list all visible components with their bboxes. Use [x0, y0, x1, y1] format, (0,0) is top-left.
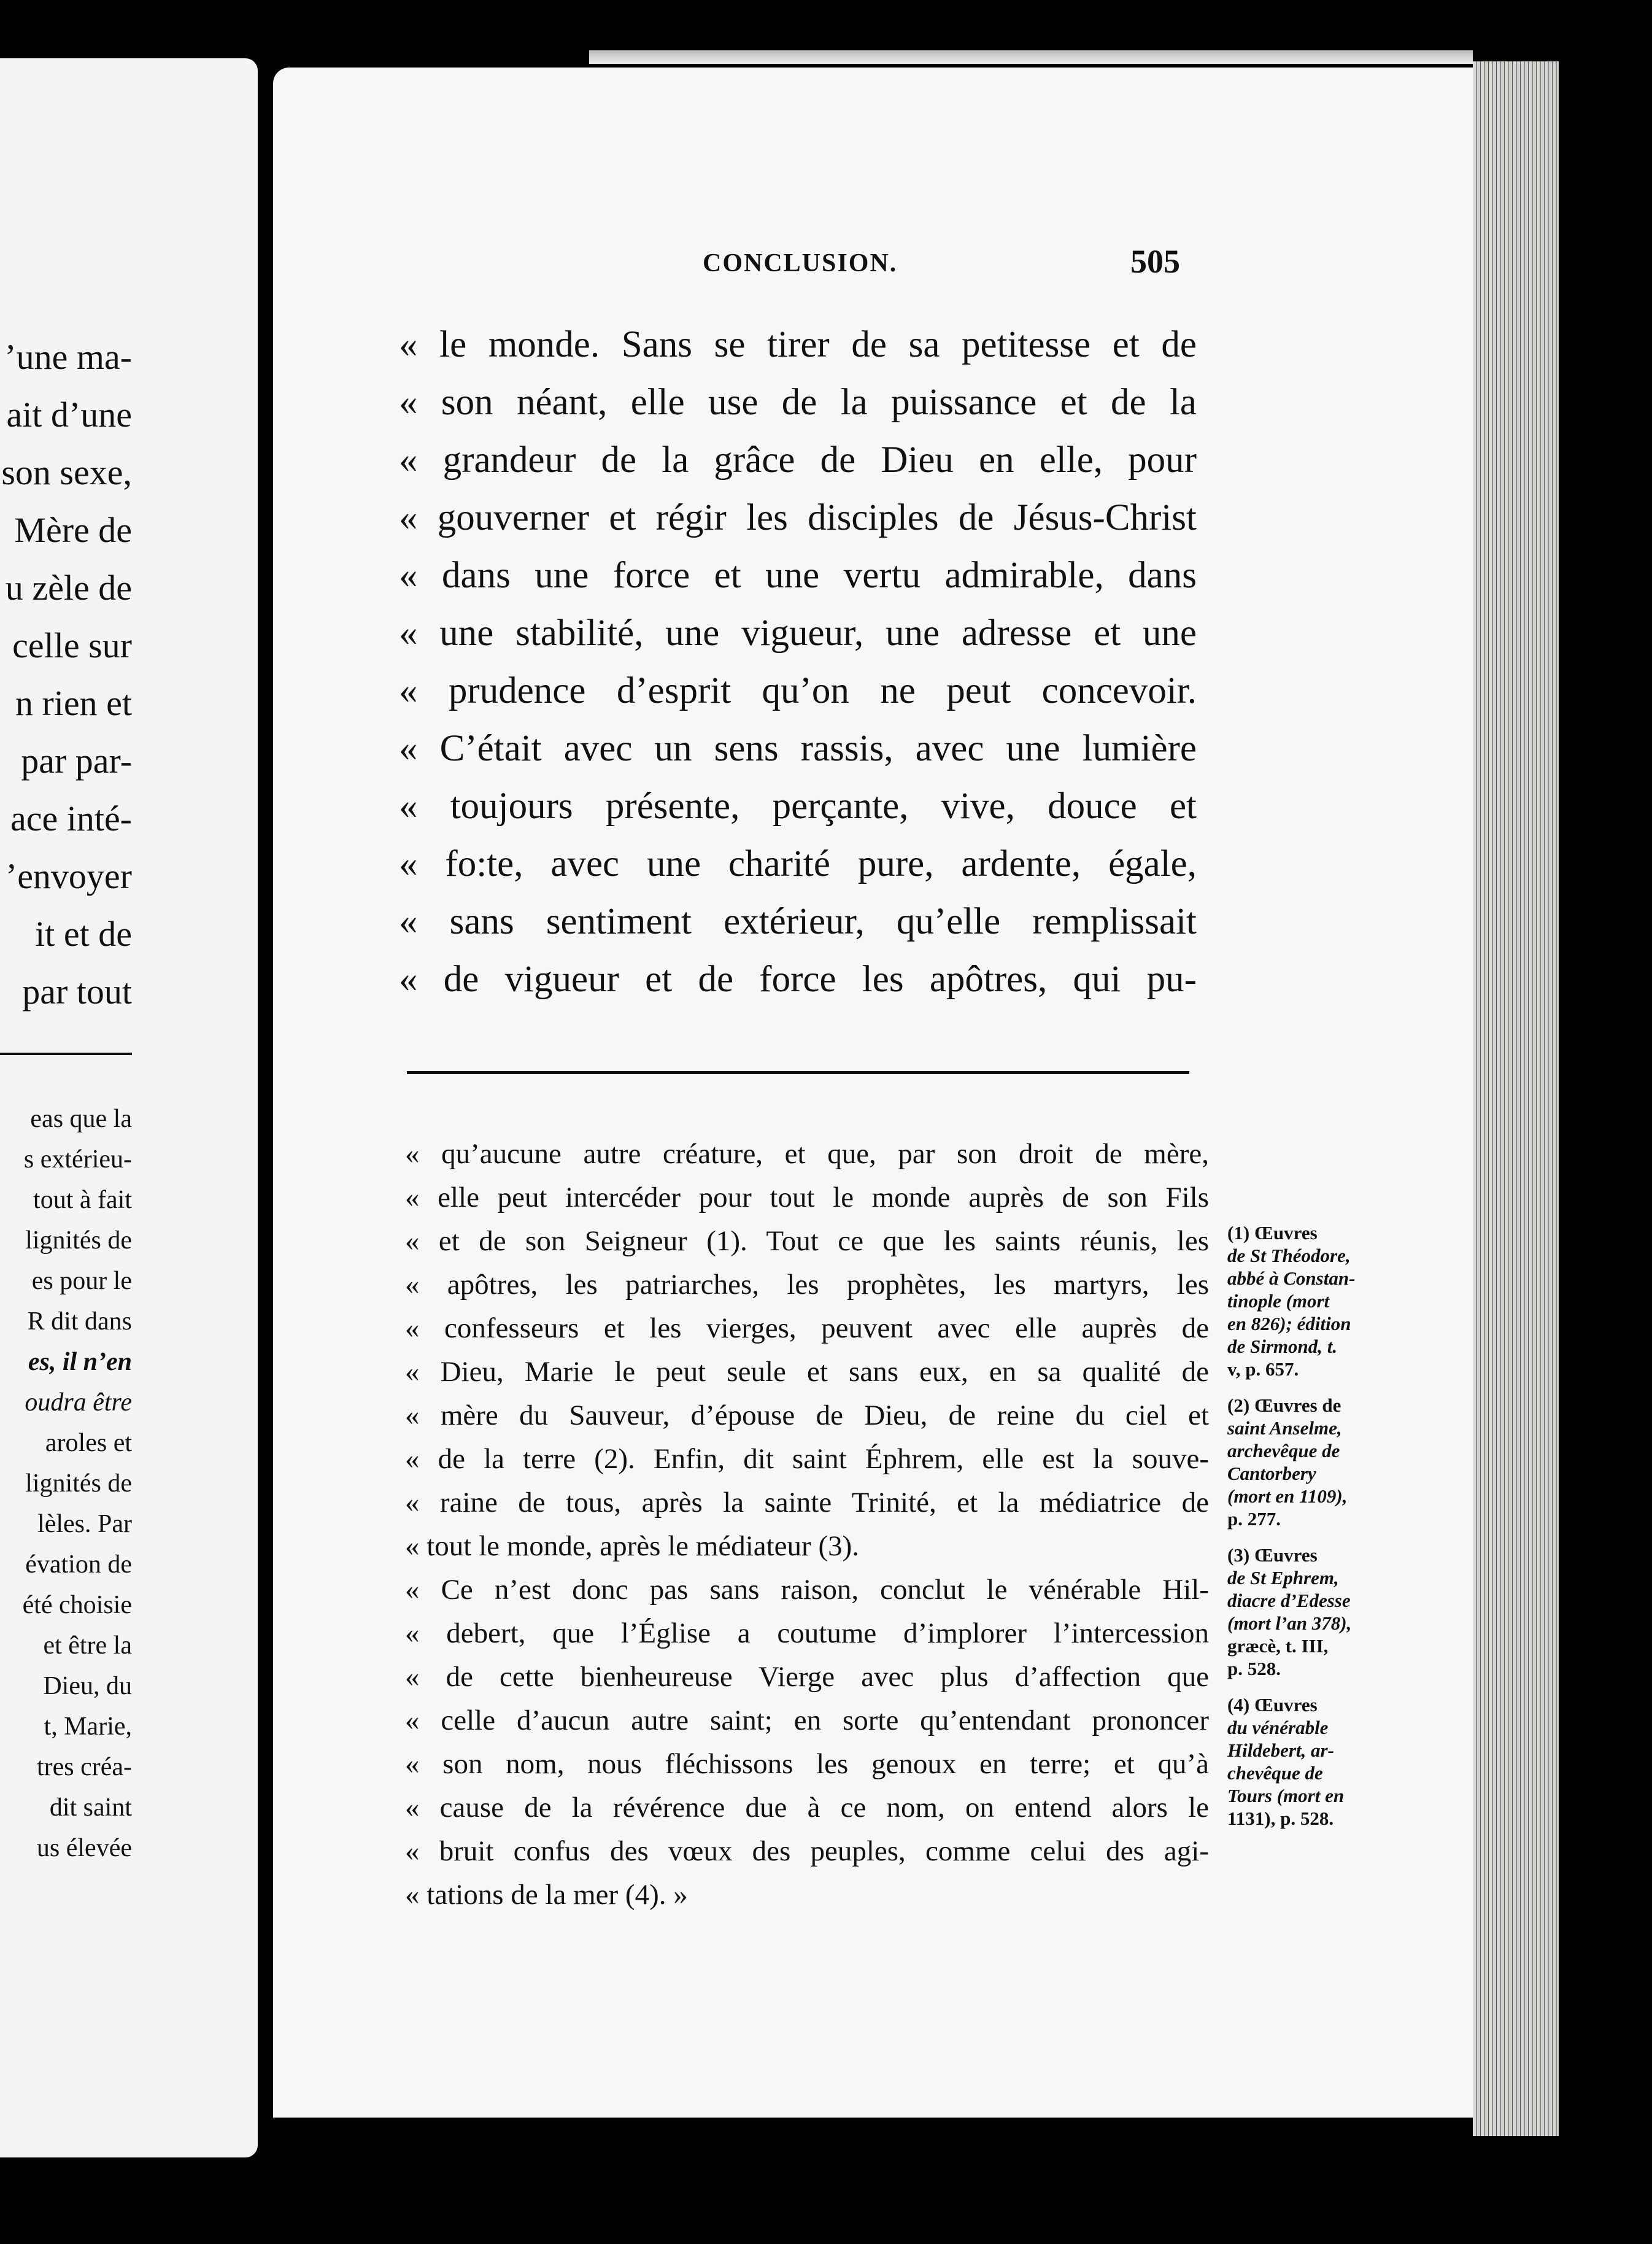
left-line: u zèle de [5, 568, 132, 608]
left-footnote-line: eas que la [30, 1105, 132, 1133]
left-footnote-line: oudra être [25, 1388, 132, 1417]
margin-note-line: abbé à Constan- [1227, 1267, 1356, 1289]
margin-note-line: de St Ephrem, [1227, 1567, 1339, 1588]
main-text [399, 316, 1197, 1008]
page-edge-stack [1473, 61, 1559, 2136]
text-line: « sans sentiment extérieur, qu’elle remplissait [399, 901, 1197, 942]
text-line: « toujours présente, perçante, vive, douce et [399, 786, 1197, 827]
left-footnote-line: Dieu, du [43, 1672, 132, 1700]
left-footnote-line: évation de [25, 1550, 132, 1579]
quote-line: « apôtres, les patriarches, les prophètes, les martyrs, les [405, 1269, 1209, 1301]
text-line: « prudence d’esprit qu’on ne peut concevoir. [399, 670, 1197, 711]
quote-line: « debert, que l’Église a coutume d’implorer l’intercession [405, 1617, 1209, 1649]
left-footnote-line: es pour le [31, 1267, 132, 1295]
quote-line: « et de son Seigneur (1). Tout ce que les saints réunis, les [405, 1225, 1209, 1257]
quote-line: « mère du Sauveur, d’épouse de Dieu, de reine du ciel et [405, 1399, 1209, 1431]
quote-line: « tations de la mer (4). » [405, 1879, 688, 1911]
text-line: « dans une force et une vertu admirable, dans [399, 555, 1197, 596]
margin-note-line: saint Anselme, [1227, 1417, 1342, 1439]
left-footnote-line: lignités de [25, 1469, 132, 1498]
quote-line: « son nom, nous fléchissons les genoux en terre; et qu’à [405, 1748, 1209, 1780]
margin-notes [1227, 1221, 1405, 1830]
quote-line: « Dieu, Marie le peut seule et sans eux, en sa qualité de [405, 1356, 1209, 1388]
left-line: Mère de [14, 510, 132, 550]
left-footnote-rule [0, 1053, 132, 1055]
left-line: celle sur [12, 625, 132, 665]
left-line: son sexe, [1, 452, 132, 492]
left-line: par par- [21, 741, 132, 781]
margin-note-line: græcè, t. III, [1227, 1635, 1329, 1657]
margin-note-line: p. 277. [1227, 1508, 1281, 1530]
text-line: « le monde. Sans se tirer de sa petitesse et de [399, 324, 1197, 365]
left-footnote-line: lignités de [25, 1226, 132, 1255]
left-footnote-line: us élevée [36, 1834, 132, 1862]
quote-line: « celle d’aucun autre saint; en sorte qu’entendant prononcer [405, 1704, 1209, 1736]
page-number: 505 [1130, 243, 1180, 280]
quote-line: « qu’aucune autre créature, et que, par son droit de mère, [405, 1138, 1209, 1170]
quote-line: « confesseurs et les vierges, peuvent avec elle auprès de [405, 1312, 1209, 1344]
quote-line: « bruit confus des vœux des peuples, comme celui des agi- [405, 1835, 1209, 1867]
margin-note-line: tinople (mort [1227, 1290, 1330, 1312]
margin-note-line: v, p. 657. [1227, 1358, 1299, 1380]
margin-note-line: (4) Œuvres [1227, 1694, 1318, 1716]
left-footnote-line: es, il n’en [28, 1348, 132, 1376]
text-line: « C’était avec un sens rassis, avec une lumière [399, 728, 1197, 769]
quote-line: « elle peut intercéder pour tout le monde auprès de son Fils [405, 1182, 1209, 1213]
text-line: « grandeur de la grâce de Dieu en elle, pour [399, 439, 1197, 481]
quote-line: « de la terre (2). Enfin, dit saint Éphrem, elle est la souve- [405, 1443, 1209, 1475]
left-footnote-line: tout à fait [33, 1186, 132, 1214]
left-footnote-line: aroles et [45, 1429, 132, 1457]
left-line: it et de [35, 914, 132, 954]
left-line: ace inté- [10, 799, 132, 838]
left-footnote-line: dit saint [49, 1793, 132, 1822]
text-line: « gouverner et régir les disciples de Jésus-Christ [399, 497, 1197, 538]
margin-note-line: (1) Œuvres [1227, 1222, 1318, 1244]
margin-note-line: (2) Œuvres de [1227, 1395, 1341, 1416]
text-line: « son néant, elle use de la puissance et de la [399, 382, 1197, 423]
page-top-edge [589, 50, 1473, 64]
margin-note-line: archevêque de [1227, 1440, 1340, 1461]
left-footnote-line: été choisie [22, 1591, 132, 1619]
quote-line: « de cette bienheureuse Vierge avec plus d’affection que [405, 1661, 1209, 1693]
left-line: n rien et [15, 683, 132, 723]
left-footnote-line: s extérieu- [23, 1145, 132, 1174]
running-head: CONCLUSION. [703, 249, 898, 277]
left-footnote-line: R dit dans [27, 1307, 132, 1336]
left-line: ’une ma- [4, 337, 132, 377]
text-line: « de vigueur et de force les apôtres, qui pu- [399, 959, 1197, 1000]
quote-line: « cause de la révérence due à ce nom, on entend alors le [405, 1792, 1209, 1824]
margin-note-line: chevêque de [1227, 1762, 1323, 1784]
margin-note-line: diacre d’Edesse [1227, 1590, 1351, 1611]
quote-block [405, 1132, 1209, 1917]
left-page [0, 58, 258, 2157]
margin-note [1227, 1693, 1405, 1830]
quote-line: « tout le monde, après le médiateur (3). [405, 1530, 859, 1562]
margin-note-line: (3) Œuvres [1227, 1544, 1318, 1566]
left-line: ait d’une [6, 395, 132, 435]
margin-note-line: 1131), p. 528. [1227, 1808, 1334, 1829]
left-footnote-line: tres créa- [36, 1753, 132, 1781]
footnote-rule [407, 1071, 1189, 1074]
margin-note-line: (mort l’an 378), [1227, 1612, 1352, 1634]
left-footnote-line: et être la [43, 1631, 132, 1660]
margin-note-line: du vénérable [1227, 1717, 1329, 1738]
quote-line: « Ce n’est donc pas sans raison, conclut le vénérable Hil- [405, 1574, 1209, 1606]
margin-note [1227, 1544, 1405, 1680]
margin-note-line: Cantorbery [1227, 1463, 1316, 1484]
margin-note-line: de St Théodore, [1227, 1245, 1351, 1266]
left-footnote-line: t, Marie, [44, 1712, 132, 1741]
margin-note-line: en 826); édition [1227, 1313, 1351, 1334]
text-line: « fo:te, avec une charité pure, ardente, égale, [399, 843, 1197, 884]
margin-note-line: Tours (mort en [1227, 1785, 1345, 1806]
left-line: par tout [22, 972, 132, 1012]
margin-note-line: (mort en 1109), [1227, 1485, 1348, 1507]
text-line: « une stabilité, une vigueur, une adresse et une [399, 613, 1197, 654]
left-footnote-line: lèles. Par [37, 1510, 132, 1538]
quote-line: « raine de tous, après la sainte Trinité, et la médiatrice de [405, 1487, 1209, 1519]
margin-note [1227, 1221, 1405, 1380]
left-line: ’envoyer [5, 856, 132, 896]
margin-note [1227, 1394, 1405, 1530]
margin-note-line: de Sirmond, t. [1227, 1336, 1338, 1357]
margin-note-line: Hildebert, ar- [1227, 1739, 1334, 1761]
margin-note-line: p. 528. [1227, 1658, 1281, 1679]
